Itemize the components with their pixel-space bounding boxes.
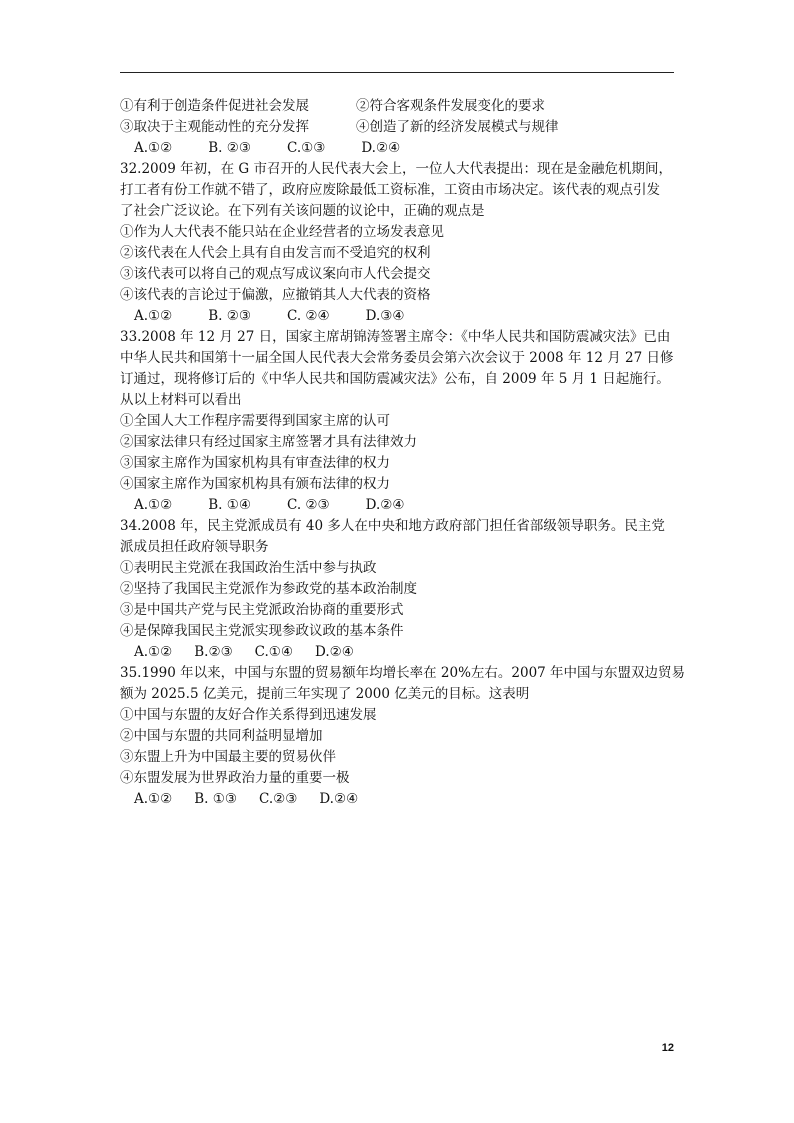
q32-option: ③该代表可以将自己的观点写成议案向市人代会提交 — [120, 266, 431, 282]
q35-option: ②中国与东盟的共同利益明显增加 — [120, 728, 323, 744]
q33-answers — [120, 495, 680, 516]
page-content — [120, 96, 686, 810]
question-33 — [120, 327, 680, 516]
answer-b: B.②③ — [194, 644, 233, 660]
q32-option: ①作为人大代表不能只站在企业经营者的立场发表意见 — [120, 224, 444, 240]
q33-stem-line: 中华人民共和国第十一届全国人民代表大会常务委员会第六次会议于 2008 年 12 月 27 日修 — [120, 350, 674, 366]
answer-b: B. ①④ — [208, 497, 251, 513]
answer-d: D.②④ — [365, 497, 405, 513]
answer-a: A.①② — [134, 791, 173, 807]
q32-option: ④该代表的言论过于偏激，应撤销其人大代表的资格 — [120, 287, 431, 303]
q32-stem-line: 打工者有份工作就不错了，政府应废除最低工资标准，工资由市场决定。该代表的观点引发 — [120, 182, 660, 198]
answer-c: C.②③ — [258, 791, 298, 807]
q34-stem-line: 派成员担任政府领导职务 — [120, 539, 269, 555]
page-number: 12 — [661, 1042, 674, 1054]
q35-option: ①中国与东盟的友好合作关系得到迅速发展 — [120, 707, 377, 723]
q33-option: ④国家主席作为国家机构具有颁布法律的权力 — [120, 476, 390, 492]
answer-d: D.②④ — [361, 140, 401, 156]
question-35 — [120, 663, 686, 810]
q34-option: ④是保障我国民主党派实现参政议政的基本条件 — [120, 623, 404, 639]
q31-option-2: ②符合客观条件发展变化的要求 — [356, 98, 545, 114]
q35-stem-line: 额为 2025.5 亿美元，提前三年实现了 2000 亿美元的目标。这表明 — [120, 686, 530, 702]
answer-a: A.①② — [134, 140, 173, 156]
q31-option-1: ①有利于创造条件促进社会发展 — [120, 98, 309, 114]
answer-a: A.①② — [134, 497, 173, 513]
answer-b: B. ②③ — [208, 308, 251, 324]
answer-a: A.①② — [134, 308, 173, 324]
answer-a: A.①② — [134, 644, 173, 660]
q34-option: ③是中国共产党与民主党派政治协商的重要形式 — [120, 602, 404, 618]
question-34 — [120, 516, 680, 663]
q35-option: ③东盟上升为中国最主要的贸易伙伴 — [120, 749, 336, 765]
answer-d: D.②④ — [315, 644, 354, 660]
q32-answers — [120, 306, 680, 327]
answer-c: C. ②③ — [286, 497, 330, 513]
q32-stem-line: 了社会广泛议论。在下列有关该问题的议论中，正确的观点是 — [120, 203, 485, 219]
question-32 — [120, 159, 680, 327]
answer-b: B. ②③ — [208, 140, 251, 156]
answer-c: C.①③ — [286, 140, 326, 156]
q35-option: ④东盟发展为世界政治力量的重要一极 — [120, 770, 350, 786]
q31-option-4: ④创造了新的经济发展模式与规律 — [356, 119, 559, 135]
q33-option: ②国家法律只有经过国家主席签署才具有法律效力 — [120, 434, 417, 450]
q33-option: ①全国人大工作程序需要得到国家主席的认可 — [120, 413, 390, 429]
answer-c: C. ②④ — [286, 308, 330, 324]
q33-stem-line: 33.2008 年 12 月 27 日，国家主席胡锦涛签署主席令：《中华人民共和国防震减灾法》已由 — [120, 329, 671, 345]
q34-answers — [120, 642, 680, 663]
q31-answers — [120, 138, 680, 159]
answer-c: C.①④ — [254, 644, 294, 660]
answer-d: D.②④ — [319, 791, 359, 807]
q31-option-3: ③取决于主观能动性的充分发挥 — [120, 119, 309, 135]
q33-stem-line: 从以上材料可以看出 — [120, 392, 242, 408]
answer-b: B. ①③ — [194, 791, 237, 807]
q33-stem-line: 订通过，现将修订后的《中华人民共和国防震减灾法》公布，自 2009 年 5 月 1 日起施行。 — [120, 371, 670, 387]
q34-stem-line: 34.2008 年，民主党派成员有 40 多人在中央和地方政府部门担任省部级领导职务。民主党 — [120, 518, 665, 534]
q33-option: ③国家主席作为国家机构具有审查法律的权力 — [120, 455, 390, 471]
q34-option: ②坚持了我国民主党派作为参政党的基本政治制度 — [120, 581, 417, 597]
q31-options-row-2 — [120, 117, 680, 138]
q34-option: ①表明民主党派在我国政治生活中参与执政 — [120, 560, 377, 576]
q31-options-row-1 — [120, 96, 680, 117]
q35-stem-line: 35.1990 年以来，中国与东盟的贸易额年均增长率在 20%左右。2007 年中国与东盟双边贸易 — [120, 665, 686, 681]
q32-stem-line: 32.2009 年初，在 G 市召开的人民代表大会上，一位人大代表提出：现在是金融危机期间， — [120, 161, 672, 177]
q32-option: ②该代表在人代会上具有自由发言而不受追究的权利 — [120, 245, 431, 261]
answer-d: D.③④ — [365, 308, 405, 324]
header-rule — [120, 72, 674, 73]
q35-answers — [120, 789, 680, 810]
